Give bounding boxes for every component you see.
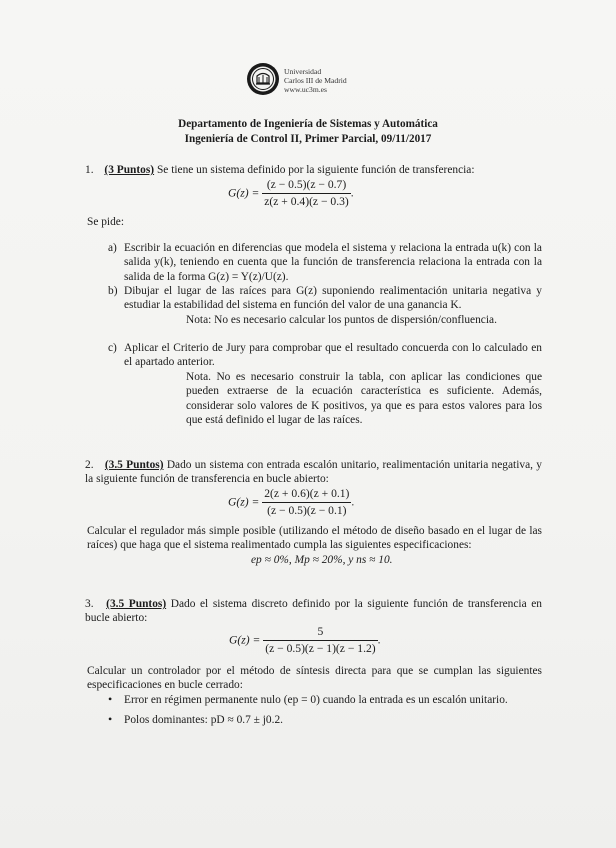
university-url: www.uc3m.es: [284, 85, 327, 94]
q2-equation: [228, 487, 354, 519]
q1-se-pide: Se pide:: [87, 216, 125, 228]
university-name: [284, 67, 347, 94]
q1-b-note: Nota: No es necesario calcular los puntos de dispersión/confluencia.: [186, 314, 497, 326]
q1-a-label: a): [108, 242, 117, 254]
q2-specs-text: ep ≈ 0%, Mp ≈ 20%, y ns ≈ 10.: [251, 554, 393, 566]
university-seal-icon: [246, 62, 280, 96]
q1-a-text: Escribir la ecuación en diferencias que modela el sistema y relaciona la entrada u(k) con la salida y(k), teniendo en cuenta que la función de transferencia relaciona la entrada con la salida de la forma G(z) = Y(z)/U(z).: [124, 242, 542, 283]
q3-points: (3.5 Puntos): [106, 598, 167, 610]
department-title: Departamento de Ingeniería de Sistemas y Automática: [178, 118, 438, 130]
q2-body: Calcular el regulador más simple posible (utilizando el método de diseño basado en el lugar de las raíces) que haga que el sistema realimentado cumpla las siguientes especificaciones:: [87, 525, 542, 552]
q1-heading: [85, 163, 475, 177]
q2-number: 2.: [85, 459, 94, 471]
q1-number: 1.: [85, 164, 94, 176]
bullet-dot-icon: •: [108, 712, 113, 726]
q2-heading: [85, 458, 542, 487]
exam-title: Ingeniería de Control II, Primer Parcial, 09/11/2017: [184, 133, 432, 145]
q3-numerator: 5: [263, 625, 377, 641]
q3-intro: Dado el sistema discreto definido por la siguiente función de transferencia en bucle abierto:: [85, 598, 542, 625]
q1-c-note: Nota. No es necesario construir la tabla, con aplicar las condiciones que pueden extraerse de la ecuación característica es suficiente. Además, considerar solo valores de K positivos, ya que es para estos valores para los que está definido el lugar de las raíces.: [186, 371, 542, 427]
q1-b-text: Dibujar el lugar de las raíces para G(z) suponiendo realimentación unitaria negativa y estudiar la estabilidad del sistema en función del valor de una ganancia K.: [124, 285, 542, 312]
q3-equation: [229, 625, 381, 657]
q1-c-text: Aplicar el Criterio de Jury para comprobar que el resultado concuerda con lo calculado en el apartado anterior.: [124, 342, 542, 369]
q3-bullet-1: Error en régimen permanente nulo (ep = 0) cuando la entrada es un escalón unitario.: [124, 694, 508, 706]
q3-denominator: (z − 0.5)(z − 1)(z − 1.2): [265, 642, 376, 656]
q3-body: Calcular un controlador por el método de síntesis directa para que se cumplan las siguientes especificaciones en bucle cerrado:: [87, 665, 542, 692]
q2-equation-lhs: G(z) =: [228, 495, 260, 509]
q1-b-label: b): [108, 285, 118, 297]
q1-equation-end: .: [350, 186, 354, 200]
q3-equation-end: .: [377, 633, 381, 647]
q2-denominator: (z − 0.5)(z − 0.1): [267, 504, 347, 518]
q3-number: 3.: [85, 598, 94, 610]
q1-points: (3 Puntos): [104, 164, 155, 176]
university-line-1: Universidad: [284, 67, 322, 76]
q1-equation: [228, 178, 354, 210]
q1-numerator: (z − 0.5)(z − 0.7): [262, 178, 351, 194]
q3-heading: [85, 597, 542, 626]
q2-numerator: 2(z + 0.6)(z + 0.1): [262, 487, 351, 503]
q3-fraction: [263, 625, 377, 657]
q1-intro: Se tiene un sistema definido por la siguiente función de transferencia:: [156, 164, 475, 176]
q1-fraction: [262, 178, 351, 210]
q1-c-label: c): [108, 342, 117, 354]
q1-equation-lhs: G(z) =: [228, 186, 260, 200]
q1-denominator: z(z + 0.4)(z − 0.3): [264, 195, 349, 209]
q2-fraction: [262, 487, 351, 519]
q3-bullet-2: Polos dominantes: pD ≈ 0.7 ± j0.2.: [124, 714, 284, 726]
q2-specs: [251, 553, 393, 567]
university-line-2: Carlos III de Madrid: [284, 76, 347, 85]
q2-points: (3.5 Puntos): [104, 459, 164, 471]
university-header: [246, 62, 406, 102]
q3-equation-lhs: G(z) =: [229, 633, 261, 647]
bullet-dot-icon: •: [108, 692, 113, 706]
q2-equation-end: .: [351, 495, 355, 509]
q2-intro: Dado un sistema con entrada escalón unitario, realimentación unitaria negativa, y la siguiente función de transferencia en bucle abierto:: [85, 459, 542, 486]
